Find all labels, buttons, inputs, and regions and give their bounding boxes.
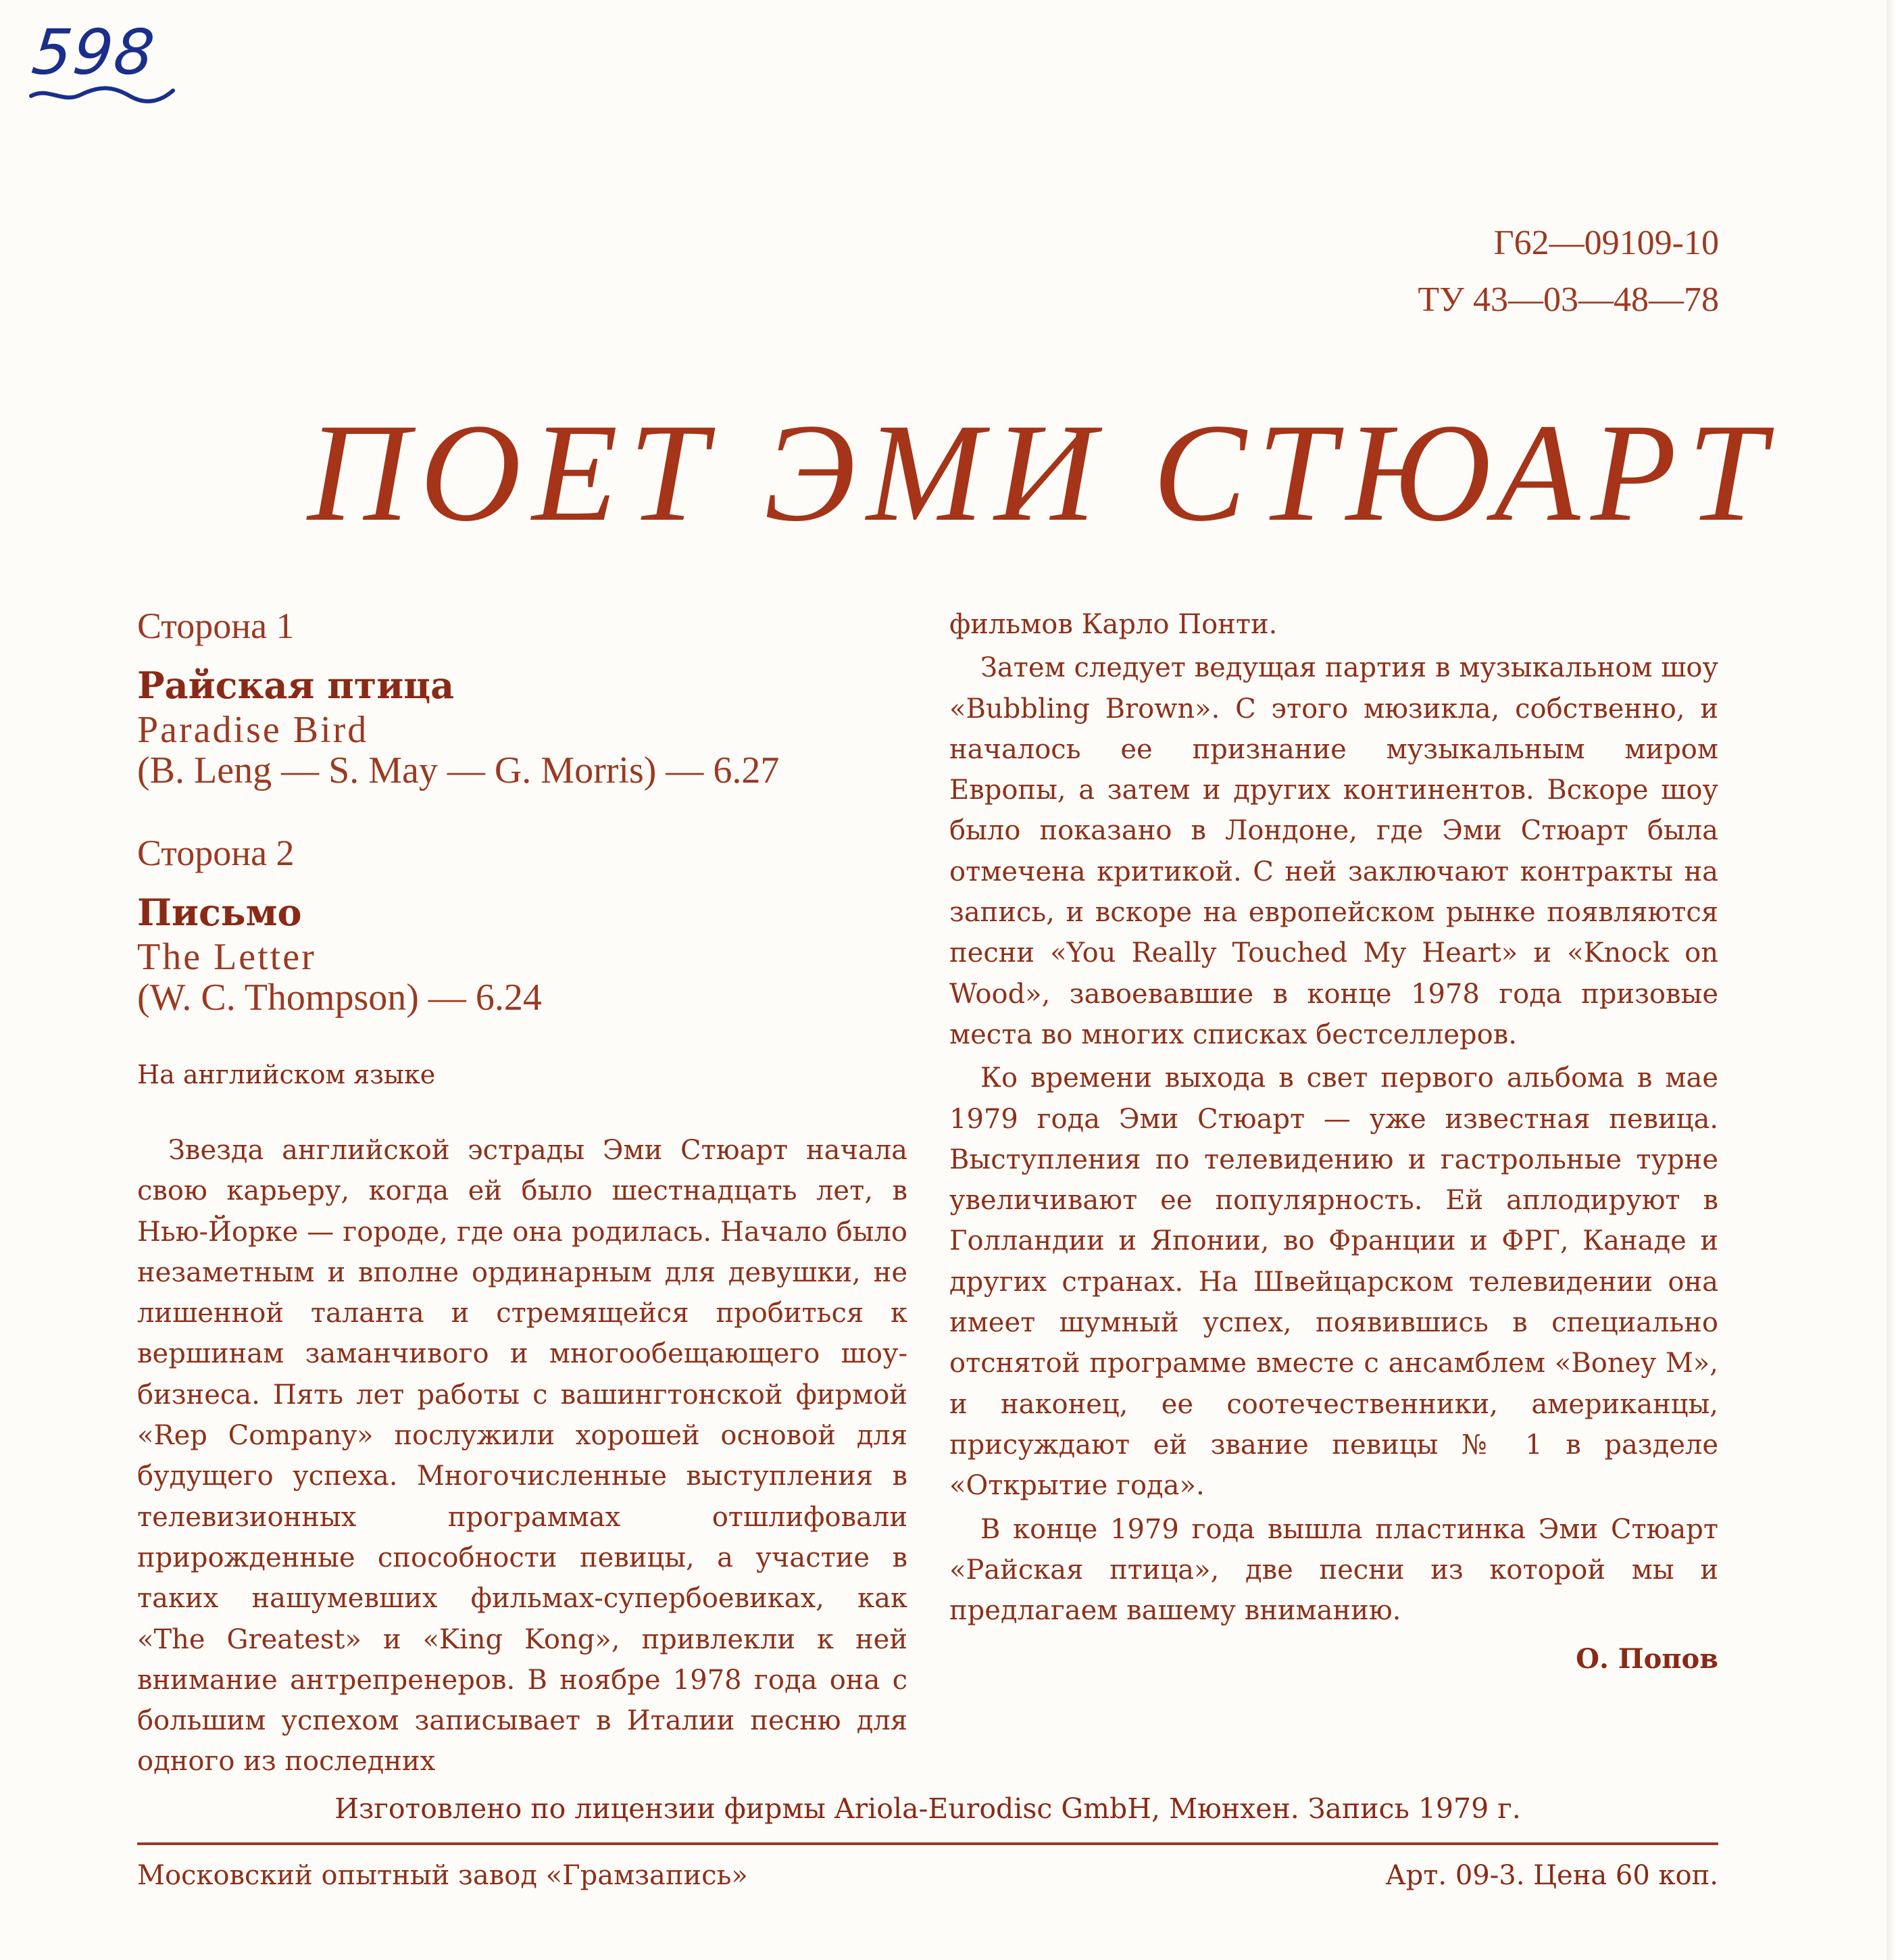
- liner-paragraph-3: Ко времени выхода в свет первого альбома в мае 1979 года Эми Стюарт — уже известная певица. Выступления по телевидению и гастрольные турне увеличивают ее популярность. Ей аплодируют в Голландии и Японии, во Франции и ФРГ, Канаде и других странах. На Швейцарском телевидении она имеет шумный успех, появившись в специально отснятой программе вместе с ансамблем «Boney M», и наконец, ее соотечественники, американцы, присуждают ей звание певицы № 1 в разделе «Открытие года».: [949, 1062, 1718, 1502]
- catalog-code-1: Г62—09109-10: [1493, 224, 1719, 262]
- liner-notes-right-column: [949, 604, 1718, 1680]
- catalog-codes: [1418, 215, 1719, 328]
- side-1-song-ru: Райская птица: [137, 664, 455, 707]
- tracklist: [137, 599, 907, 1089]
- side-1-label: Сторона 1: [137, 606, 295, 646]
- liner-notes-left-column: [137, 1130, 907, 1782]
- license-line: Изготовлено по лицензии фирмы Ariola-Eurodisc GmbH, Мюнхен. Запись 1979 г.: [334, 1792, 1521, 1825]
- author-signature: О. Попов: [1576, 1643, 1718, 1675]
- manufacturer: Московский опытный завод «Грамзапись»: [137, 1860, 748, 1891]
- handwritten-inventory-number: [28, 16, 184, 104]
- side-2-credit: (W. C. Thompson) — 6.24: [137, 977, 542, 1019]
- footer-divider: [137, 1842, 1718, 1845]
- album-title: ПОЕТ ЭМИ СТЮАРТ: [307, 395, 1777, 550]
- side-1-credit: (B. Leng — S. May — G. Morris) — 6.27: [137, 750, 780, 791]
- catalog-code-2: ТУ 43—03—48—78: [1418, 280, 1719, 319]
- handwritten-number-text: 598: [28, 16, 159, 89]
- side-2-song-en: The Letter: [137, 936, 316, 978]
- side-2-song-ru: Письмо: [137, 891, 302, 934]
- language-note: На английском языке: [137, 1060, 436, 1089]
- side-1-song-en: Paradise Bird: [137, 709, 369, 751]
- handwritten-underline-icon: [28, 81, 177, 108]
- liner-paragraph-1-continuation: фильмов Карло Понти.: [949, 609, 1278, 640]
- liner-paragraph-4: В конце 1979 года вышла пластинка Эми Стюарт «Райская птица», две песни из которой мы и предлагаем вашему вниманию.: [949, 1513, 1718, 1627]
- price-label: Арт. 09-3. Цена 60 коп.: [1385, 1860, 1718, 1891]
- liner-paragraph-2: Затем следует ведущая партия в музыкальном шоу «Bubbling Brown». С этого мюзикла, собственно, и началось ее признание музыкальным миром Европы, а затем и других континентов. Вскоре шоу было показано в Лондоне, где Эми Стюарт была отмечена критикой. С ней заключают контракты на запись, и вскоре на европейском рынке появляются песни «You Really Touched My Heart» и «Knock on Wood», завоевавшие в конце 1978 года призовые места во многих списках бестселлеров.: [949, 652, 1718, 1050]
- scan-edge: [1887, 0, 1896, 1960]
- liner-paragraph-1: Звезда английской эстрады Эми Стюарт начала свою карьеру, когда ей было шестнадцать лет, в Нью-Йорке — городе, где она родилась. Начало было незаметным и вполне ординарным для девушки, не лишенной таланта и стремящейся пробиться к вершинам заманчивого и многообещающего шоу-бизнеса. Пять лет работы с вашингтонской фирмой «Rep Company» послужили хорошей основой для будущего успеха. Многочисленные выступления в телевизионных программах отшлифовали прирожденные способности певицы, а участие в таких нашумевших фильмах-супербоевиках, как «The Greatest» и «King Kong», привлекли к ней внимание антрепренеров. В ноябре 1978 года она с большим успехом записывает в Италии песню для одного из последних: [137, 1135, 907, 1778]
- side-2-label: Сторона 2: [137, 833, 295, 873]
